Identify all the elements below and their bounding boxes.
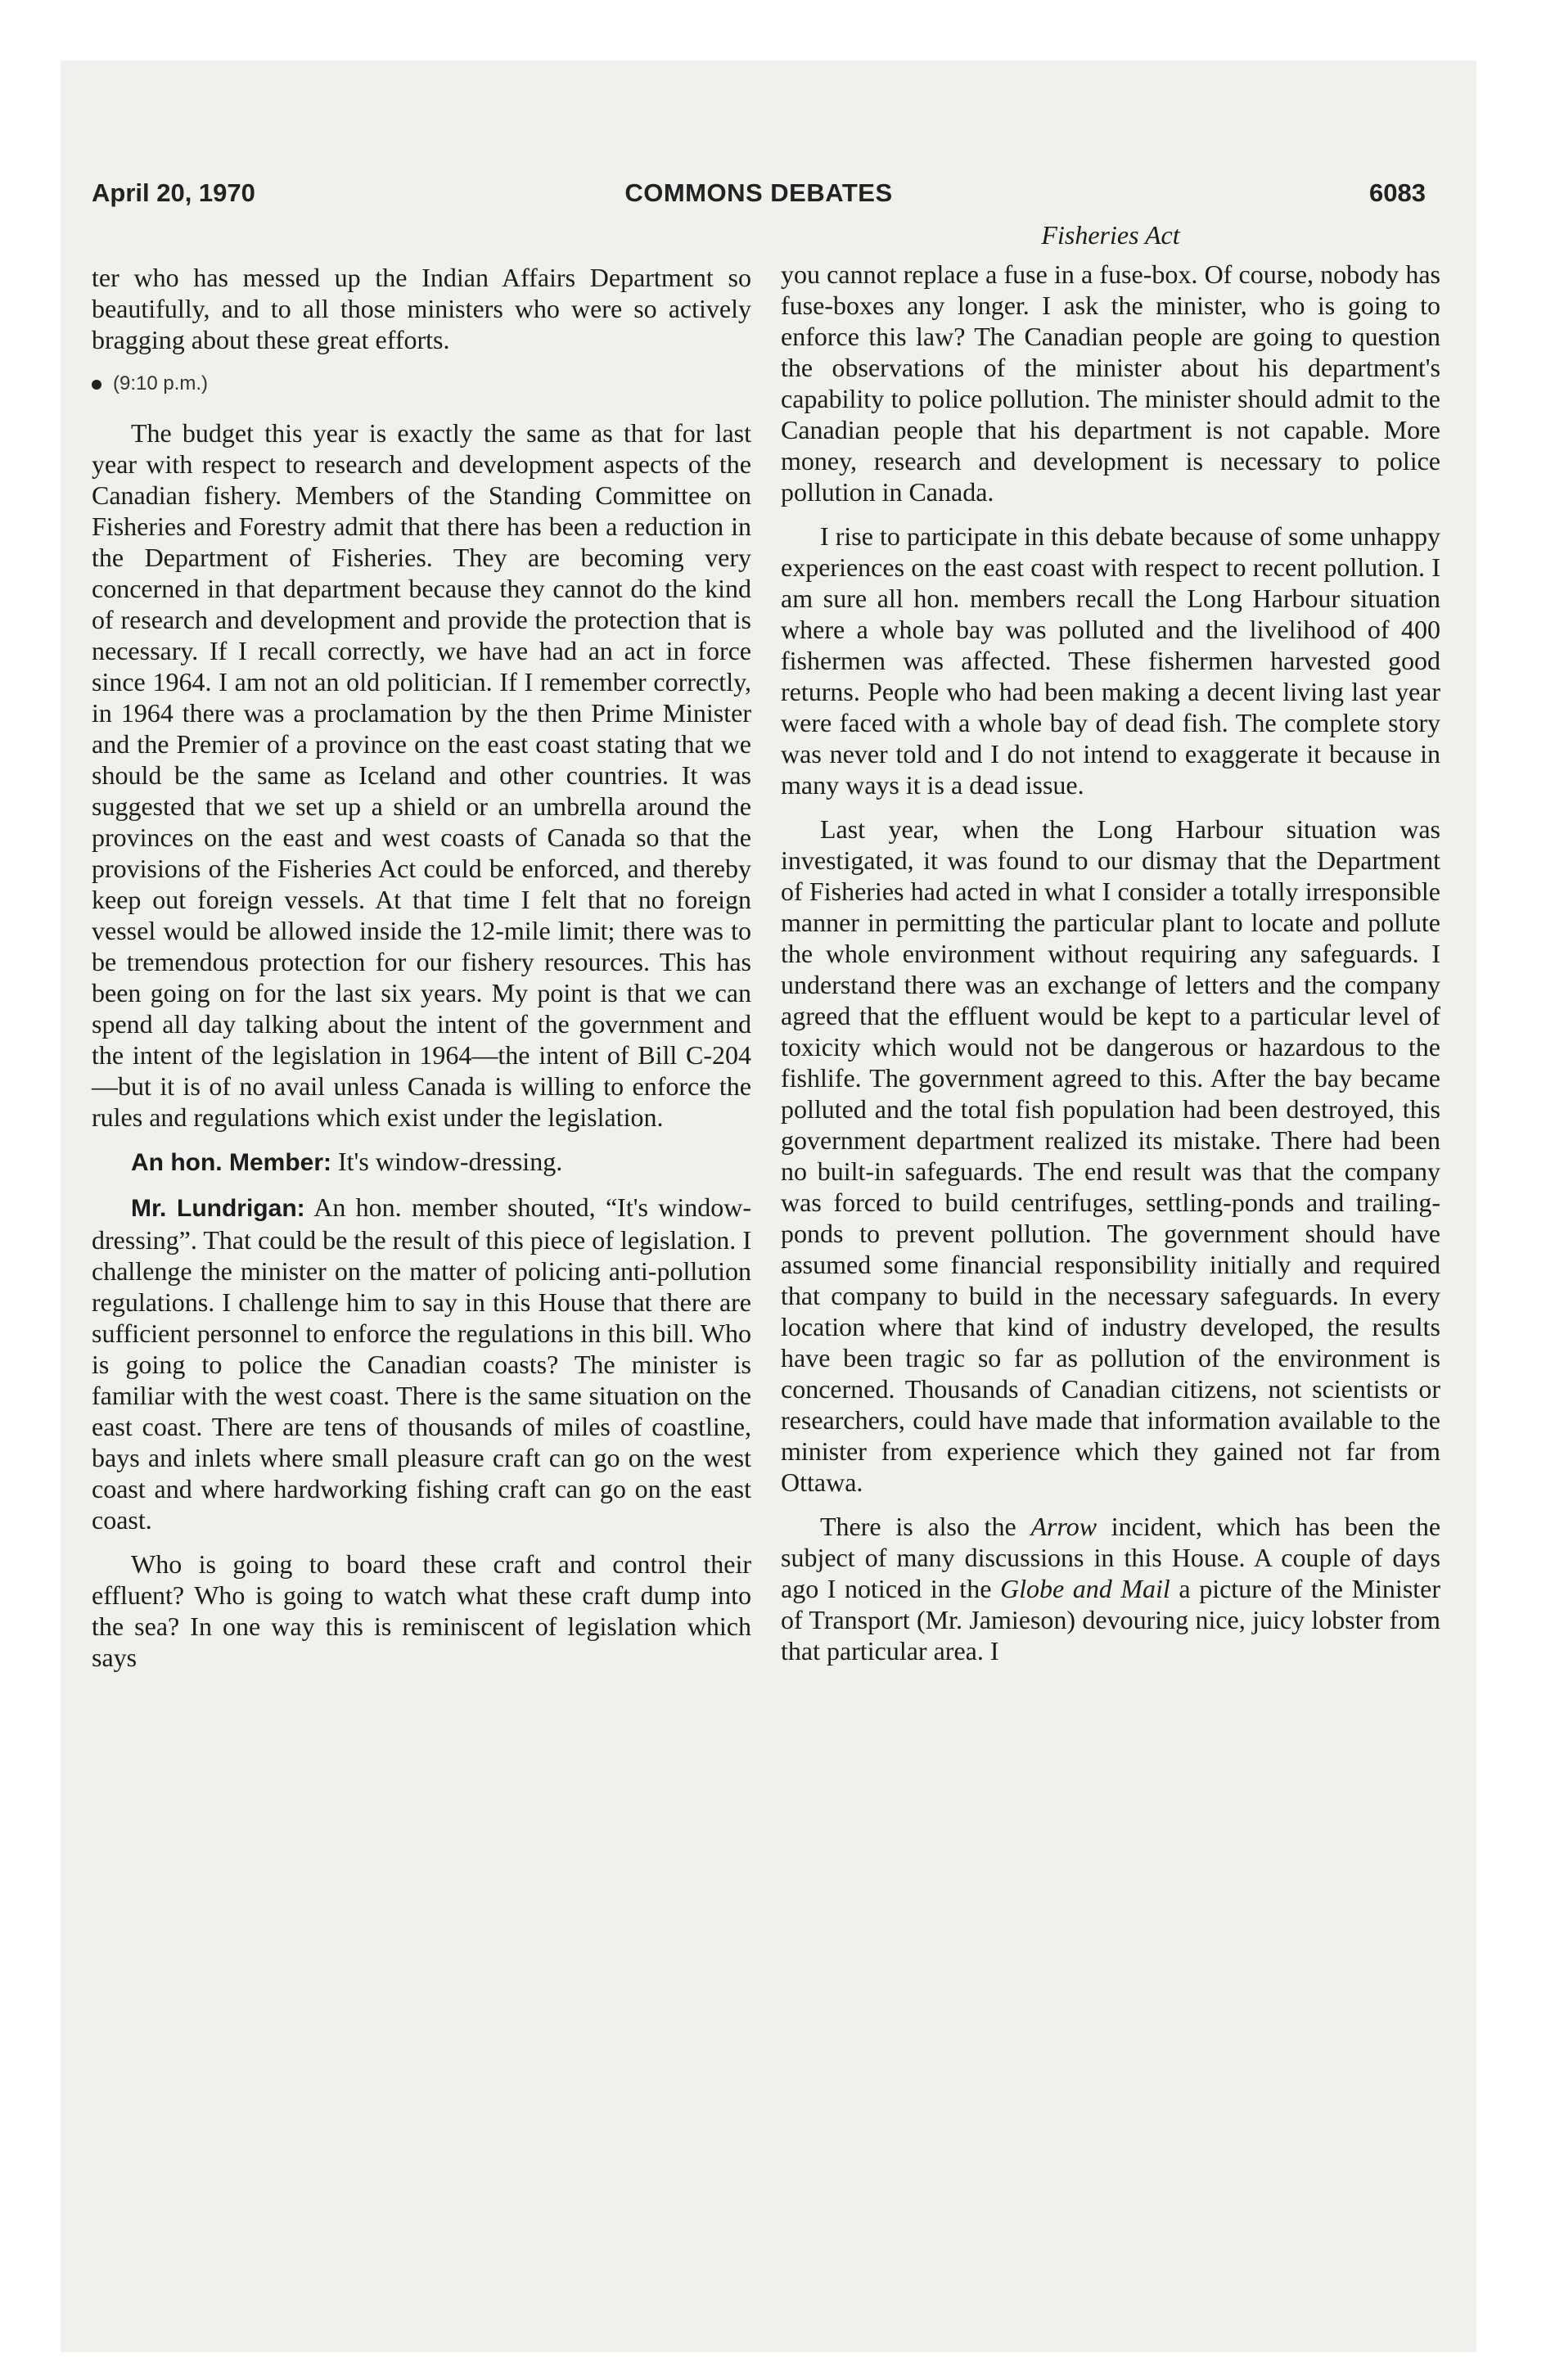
page-header — [92, 178, 1426, 219]
paragraph: Last year, when the Long Harbour situation was investigated, it was found to our dismay that the Department of Fisheries had acted in what I consider a totally irresponsible manner in permitting the particular plant to locate and pollute the whole environment without requiring any safeguards. I understand there was an exchange of letters and the company agreed that the effluent would be kept to a particular level of toxicity which would not be dangerous or hazardous to the fishlife. The government agreed to this. After the bay became polluted and the total fish population had been destroyed, this government department realized its mistake. There had been no built-in safeguards. The end result was that the company was forced to build centrifuges, settling-ponds and trailing-ponds to prevent pollution. The government should have assumed some financial responsibility initially and required that company to build in the necessary safeguards. In every location where that kind of industry developed, the results have been tragic so far as pollution of the environment is concerned. Thousands of Canadian citizens, not scientists or researchers, could have made that information available to the minister from experience which they gained not far from Ottawa. — [781, 814, 1440, 1497]
paragraph: you cannot replace a fuse in a fuse-box. Of course, nobody has fuse-boxes any longer. I ask the minister, who is going to enforce this law? The Canadian people are going to question the observations of the minister about his department's capability to police pollution. The minister should admit to the Canadian people that his department is not capable. More money, research and development is necessary to police pollution in Canada. — [781, 259, 1440, 507]
speaker-name: An hon. Member: — [131, 1149, 331, 1176]
subject-heading: Fisheries Act — [1041, 220, 1180, 250]
header-page-number: 6083 — [1369, 178, 1426, 207]
timestamp — [92, 368, 751, 399]
paragraph: The budget this year is exactly the same as that for last year with respect to research and development aspects of the Canadian fishery. Members of the Standing Committee on Fisheries and Forestry admit that there has been a reduction in the Department of Fisheries. They are becoming very concerned in that department because they cannot do the kind of research and development and provide the protection that is necessary. If I recall correctly, we have had an act in force since 1964. I am not an old politician. If I remember correctly, in 1964 there was a proclamation by the then Prime Minister and the Premier of a province on the east coast stating that we should be the same as Iceland and other countries. It was suggested that we set up a shield or an umbrella around the provinces on the east and west coasts of Canada so that the provisions of the Fisheries Act could be enforced, and thereby keep out foreign vessels. At that time I felt that no foreign vessel would be allowed inside the 12-mile limit; there was to be tremendous protection for our fishery resources. This has been going on for the last six years. My point is that we can spend all day talking about the intent of the government and the intent of the legislation in 1964—the intent of Bill C-204—but it is of no avail unless Canada is willing to enforce the rules and regulations which exist under the legislation. — [92, 418, 751, 1132]
paragraph — [781, 1511, 1440, 1666]
speaker-paragraph — [92, 1146, 751, 1179]
speaker-name: Mr. Lundrigan: — [131, 1195, 305, 1222]
italic-run: Globe and Mail — [1000, 1574, 1170, 1603]
paragraph: I rise to participate in this debate because of some unhappy experiences on the east coast with respect to recent pollution. I am sure all hon. members recall the Long Harbour situation where a whole bay was polluted and the livelihood of 400 fishermen was affected. These fishermen harvested good returns. People who had been making a decent living last year were faced with a whole bay of dead fish. The complete story was never told and I do not intend to exaggerate it because in many ways it is a dead issue. — [781, 521, 1440, 800]
text-run: a picture of the Minister of Transport (Mr. Jamieson) devouring nice, juicy lobster from that particular area. I — [781, 1574, 1441, 1666]
speaker-text: An hon. member shouted, “It's window-dressing”. That could be the result of this piece of legislation. I challenge the minister on the matter of policing anti-pollution regulations. I challenge him to say in this House that there are sufficient personnel to enforce the regulations in this bill. Who is going to police the Canadian coasts? The minister is familiar with the west coast. There is the same situation on the east coast. There are tens of thousands of miles of coastline, bays and inlets where small pleasure craft can go on the west coast and where hardworking fishing craft can go on the east coast. — [92, 1192, 752, 1535]
paragraph: ter who has messed up the Indian Affairs Department so beautifully, and to all those ministers who were so actively bragging about these great efforts. — [92, 263, 751, 354]
speaker-paragraph — [92, 1192, 751, 1535]
header-date: April 20, 1970 — [92, 178, 255, 207]
header-title: COMMONS DEBATES — [624, 178, 893, 207]
paragraph: Who is going to board these craft and control their effluent? Who is going to watch what these craft dump into the sea? In one way this is reminiscent of legislation which says — [92, 1549, 751, 1672]
italic-run: Arrow — [1030, 1512, 1098, 1541]
text-run: There is also the — [820, 1512, 1016, 1541]
speaker-text: It's window-dressing. — [338, 1147, 563, 1176]
timestamp-text: (9:10 p.m.) — [113, 372, 209, 394]
bullet-icon — [92, 380, 101, 390]
left-column — [92, 262, 751, 1686]
right-column — [781, 219, 1440, 1679]
text-run: incident, which has been the subject of many discussions in this House. A couple of days ago I noticed in the — [781, 1512, 1441, 1603]
